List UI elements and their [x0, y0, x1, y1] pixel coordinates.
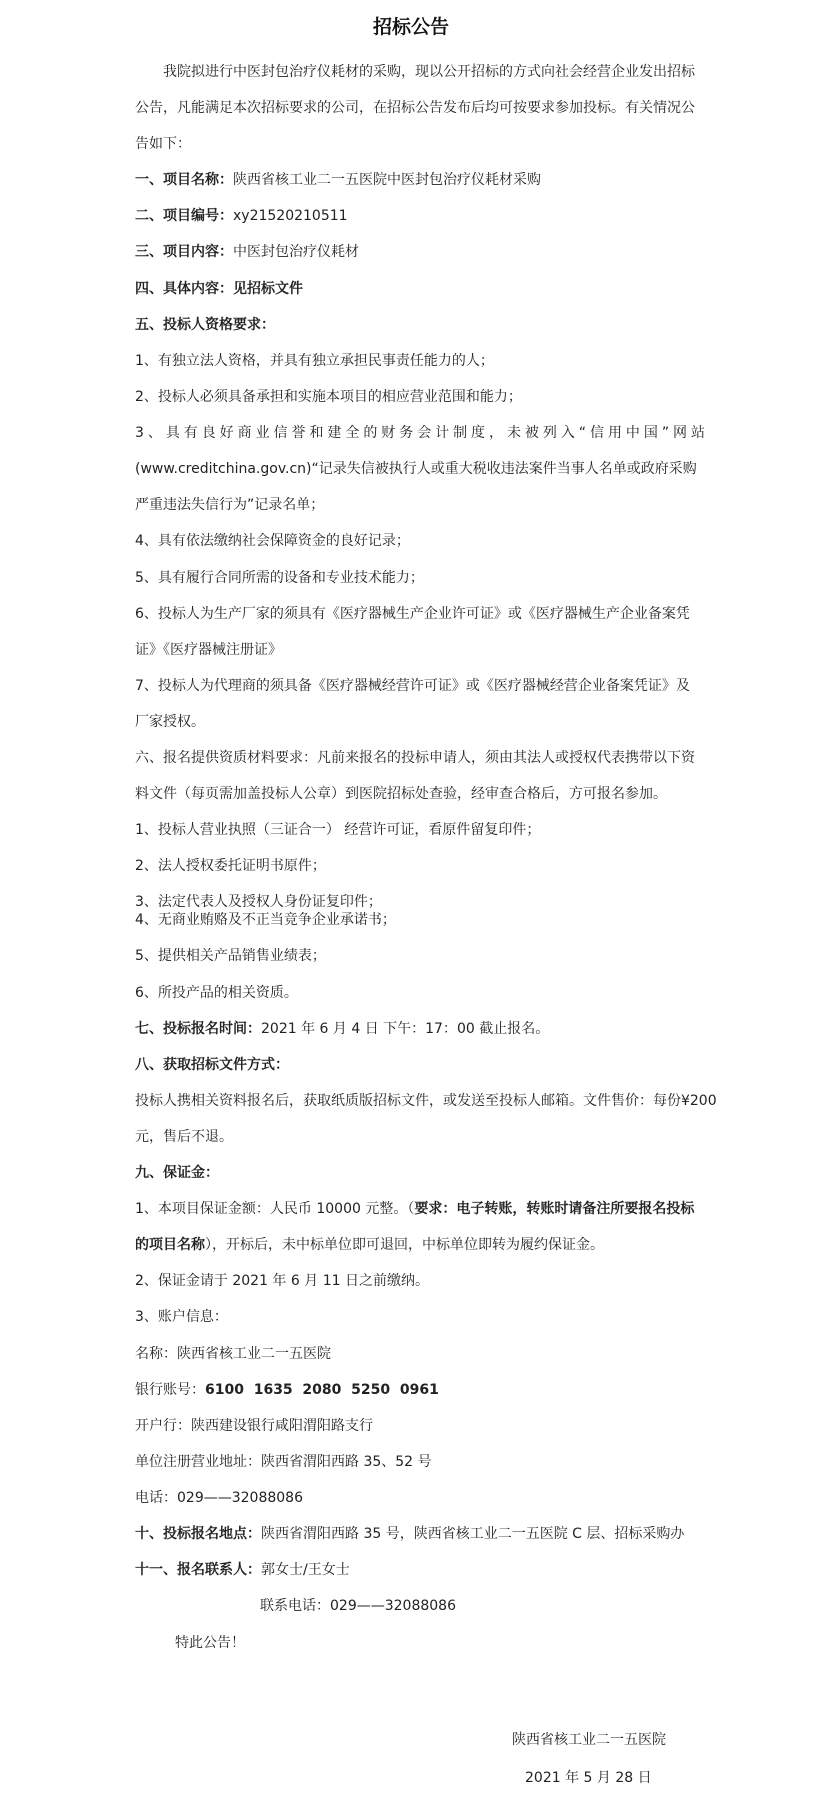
phone: 电话：029——32088086	[135, 1490, 303, 1506]
qualification-item: 4、具有依法缴纳社会保障资金的良好记录；	[135, 533, 410, 549]
section-3	[135, 242, 705, 262]
section-1-label: 一、项目名称：	[135, 172, 233, 188]
section-4: 四、具体内容：见招标文件	[135, 281, 303, 297]
account-number	[135, 1380, 705, 1400]
registered-address: 单位注册营业地址：陕西省渭阳西路 35、52 号	[135, 1454, 432, 1470]
material-item: 1、投标人营业执照（三证合一） 经营许可证，看原件留复印件；	[135, 822, 541, 838]
deposit-project-name-text: 的项目名称	[135, 1237, 205, 1253]
qualification-item: (www.creditchina.gov.cn)“记录失信被执行人或重大税收违法案件当事人名单或政府采购	[135, 461, 697, 477]
closing-text: 特此公告！	[175, 1635, 245, 1651]
section-8-label: 八、获取招标文件方式：	[135, 1057, 289, 1073]
section-2-value: xy21520210511	[233, 208, 348, 224]
section-10-value: 陕西省渭阳西路 35 号，陕西省核工业二一五医院 C 层、招标采购办	[261, 1526, 685, 1542]
section-11-value: 郭女士/王女士	[261, 1562, 350, 1578]
section-5-label: 五、投标人资格要求：	[135, 317, 275, 333]
section-1	[135, 170, 705, 190]
section-7-label: 七、投标报名时间：	[135, 1021, 261, 1037]
deposit-line-1	[135, 1199, 705, 1219]
notice-date: 2021 年 5 月 28 日	[525, 1770, 652, 1786]
account-info-label: 3、账户信息：	[135, 1309, 228, 1325]
signature: 陕西省核工业二一五医院	[512, 1732, 666, 1748]
contact-phone: 联系电话：029——32088086	[260, 1598, 456, 1614]
section-11	[135, 1560, 705, 1580]
account-bank: 开户行：陕西建设银行咸阳渭阳路支行	[135, 1418, 373, 1434]
section-3-value: 中医封包治疗仪耗材	[233, 244, 359, 260]
section-6-line-2: 料文件（每页需加盖投标人公章）到医院招标处查验，经审查合格后，方可报名参加。	[135, 786, 667, 802]
section-2-label: 二、项目编号：	[135, 208, 233, 224]
deposit-amount-text: 1、本项目保证金额：人民币 10000 元整。（	[135, 1201, 415, 1217]
material-item: 4、无商业贿赂及不正当竞争企业承诺书；	[135, 912, 396, 928]
qualification-item: 6、投标人为生产厂家的须具有《医疗器械生产企业许可证》或《医疗器械生产企业备案凭	[135, 606, 690, 622]
qualification-item: 3、具有良好商业信誉和建全的财务会计制度，未被列入“信用中国”网站	[135, 425, 705, 441]
qualification-item: 1、有独立法人资格，并具有独立承担民事责任能力的人；	[135, 353, 494, 369]
section-1-value: 陕西省核工业二一五医院中医封包治疗仪耗材采购	[233, 172, 541, 188]
section-10	[135, 1524, 705, 1544]
page-title: 招标公告	[372, 16, 449, 38]
material-item: 5、提供相关产品销售业绩表；	[135, 948, 326, 964]
deposit-refund-text: ），开标后，未中标单位即可退回，中标单位即转为履约保证金。	[205, 1237, 604, 1253]
qualification-item: 证》《医疗器械注册证》	[135, 642, 282, 658]
account-number-value: 6100 1635 2080 5250 0961	[205, 1382, 439, 1398]
section-3-label: 三、项目内容：	[135, 244, 233, 260]
qualification-item: 严重违法失信行为”记录名单；	[135, 497, 325, 513]
section-7	[135, 1019, 705, 1039]
section-10-label: 十、投标报名地点：	[135, 1526, 261, 1542]
intro-line-3: 告如下：	[135, 136, 191, 152]
section-8-line-2: 元，售后不退。	[135, 1129, 233, 1145]
account-number-label: 银行账号：	[135, 1382, 205, 1398]
qualification-item: 7、投标人为代理商的须具备《医疗器械经营许可证》或《医疗器械经营企业备案凭证》及	[135, 678, 690, 694]
deposit-line-2	[135, 1235, 705, 1255]
intro-line-1: 我院拟进行中医封包治疗仪耗材的采购，现以公开招标的方式向社会经营企业发出招标	[163, 64, 695, 80]
section-11-label: 十一、报名联系人：	[135, 1562, 261, 1578]
section-8-line-1: 投标人携相关资料报名后，获取纸质版招标文件，或发送至投标人邮箱。文件售价：每份¥200	[135, 1093, 717, 1109]
section-7-value: 2021 年 6 月 4 日 下午：17：00 截止报名。	[261, 1021, 550, 1037]
qualification-item: 5、具有履行合同所需的设备和专业技术能力；	[135, 570, 424, 586]
section-2	[135, 206, 705, 226]
material-item: 3、法定代表人及授权人身份证复印件；	[135, 894, 382, 910]
deposit-requirement-text: 要求：电子转账，转账时请备注所要报名投标	[414, 1201, 695, 1217]
deposit-deadline: 2、保证金请于 2021 年 6 月 11 日之前缴纳。	[135, 1273, 429, 1289]
section-9-label: 九、保证金：	[135, 1165, 219, 1181]
account-name: 名称：陕西省核工业二一五医院	[135, 1346, 331, 1362]
qualification-item: 厂家授权。	[135, 714, 205, 730]
material-item: 2、法人授权委托证明书原件；	[135, 858, 326, 874]
section-6-line-1: 六、报名提供资质材料要求：凡前来报名的投标申请人，须由其法人或授权代表携带以下资	[135, 750, 695, 766]
qualification-item: 2、投标人必须具备承担和实施本项目的相应营业范围和能力；	[135, 389, 522, 405]
intro-line-2: 公告，凡能满足本次招标要求的公司，在招标公告发布后均可按要求参加投标。有关情况公	[135, 100, 695, 116]
material-item: 6、所投产品的相关资质。	[135, 985, 298, 1001]
